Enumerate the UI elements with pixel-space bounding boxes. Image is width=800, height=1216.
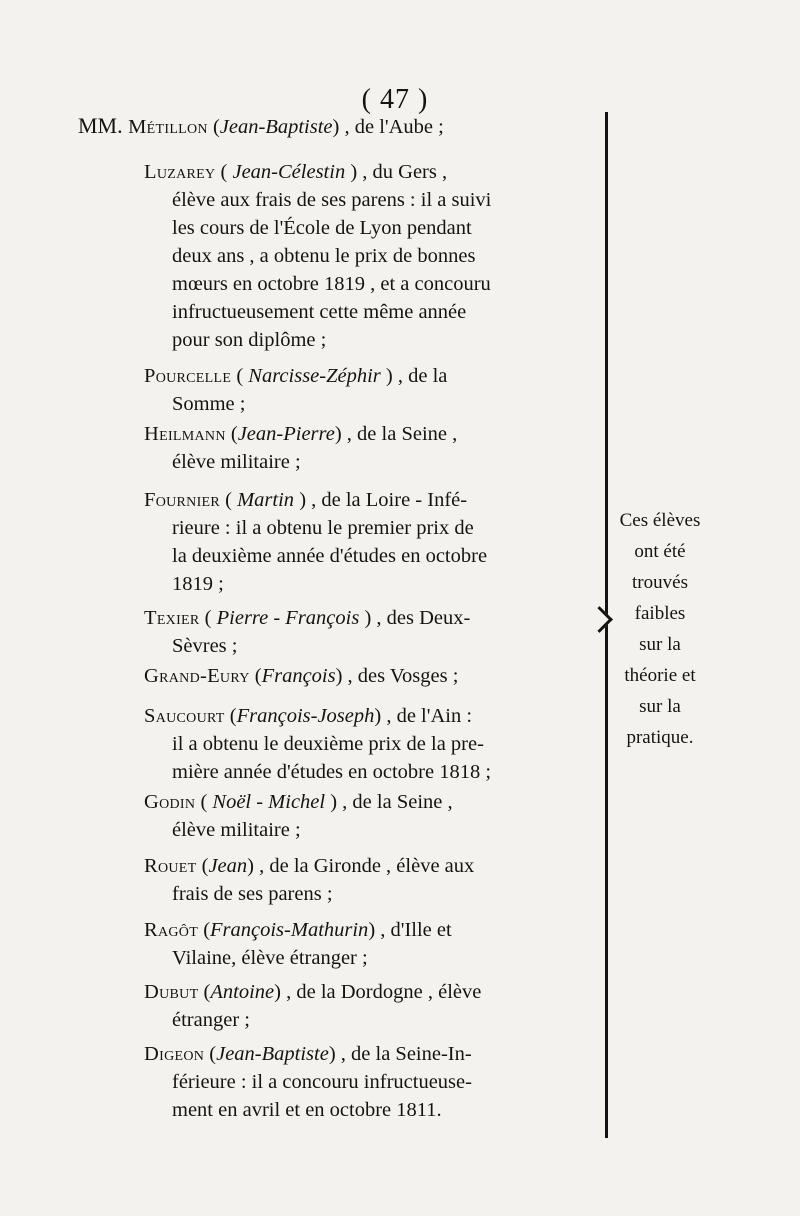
student-entry (144, 158, 491, 354)
entry-text: ment en avril et en octobre 1811. (172, 1099, 442, 1121)
entry-text: ) , des Deux- (359, 607, 471, 629)
student-given-names: Jean-Célestin (232, 161, 346, 183)
margin-note-line: sur la (639, 634, 681, 655)
entry-line (144, 604, 470, 632)
entry-text: les cours de l'École de Lyon pendant (172, 217, 472, 239)
entry-text: ) , du Gers , (345, 161, 448, 183)
entry-text: ) , de l'Aube ; (332, 116, 444, 138)
margin-note-line: trouvés (632, 572, 688, 593)
student-given-names: Pierre - François (216, 607, 360, 629)
student-entry (144, 978, 481, 1034)
entry-line (144, 758, 491, 786)
entry-text: il a obtenu le deuxième prix de la pre- (172, 733, 484, 755)
entry-line (144, 916, 452, 944)
student-given-names: Noël - Michel (212, 791, 326, 813)
entry-text: ) , de la Seine-In- (328, 1043, 472, 1065)
entry-line (144, 788, 453, 816)
entry-line (144, 362, 447, 390)
student-given-names: Jean (208, 855, 248, 877)
entry-text: ( (249, 665, 262, 687)
entry-text: ) , de la Seine , (325, 791, 453, 813)
entry-line (144, 390, 447, 418)
entry-text: ( (224, 705, 237, 727)
entry-text: ( (220, 489, 238, 511)
entry-text: ) , de la Loire - Infé- (294, 489, 468, 511)
entry-line (144, 1040, 472, 1068)
entry-text: ) , de la Gironde , élève aux (247, 855, 475, 877)
student-surname: Heilmann (144, 423, 226, 445)
entry-text: la deuxième année d'études en octobre (172, 545, 488, 567)
entry-line (144, 158, 491, 186)
entry-line (144, 816, 453, 844)
student-entry (144, 486, 487, 598)
entry-line (144, 1096, 472, 1124)
entry-line (144, 570, 487, 598)
entry-text: ( (198, 981, 211, 1003)
entry-line (144, 852, 474, 880)
entry-text: Sèvres ; (172, 635, 238, 657)
entry-line (144, 242, 491, 270)
entry-line (144, 978, 481, 1006)
entry-text: ) , de la Seine , (334, 423, 458, 445)
student-surname: Métillon (128, 116, 208, 138)
student-surname: Rouet (144, 855, 197, 877)
entry-text: ( (231, 365, 249, 387)
page-number: ( 47 ) (361, 84, 429, 115)
entry-text: infructueusement cette même année (172, 301, 467, 323)
entry-text: étranger ; (172, 1009, 250, 1031)
student-surname: Fournier (144, 489, 221, 511)
entry-text: ( (215, 161, 233, 183)
entry-text: ( (196, 855, 209, 877)
student-entry (144, 604, 470, 660)
student-surname: Pourcelle (144, 365, 232, 387)
entry-text: ) , de la Dordogne , élève (274, 981, 482, 1003)
entry-line (144, 186, 491, 214)
entry-text: pour son diplôme ; (172, 329, 327, 351)
student-entry (144, 788, 453, 844)
entry-text: ) , de la (380, 365, 448, 387)
student-entry (144, 662, 458, 690)
margin-note-line: Ces élèves (619, 510, 701, 531)
entry-line (144, 514, 487, 542)
entry-line (144, 270, 491, 298)
student-entry (144, 702, 491, 786)
entry-line (78, 112, 444, 141)
entry-text: élève aux frais de ses parens : il a suivi (172, 189, 492, 211)
entry-text: Somme ; (172, 393, 246, 415)
student-entry (144, 852, 474, 908)
margin-note-line: ont été (634, 541, 686, 562)
entry-text: élève militaire ; (172, 451, 301, 473)
entry-text: rieure : il a obtenu le premier prix de (172, 517, 474, 539)
entry-text: MM. (78, 113, 129, 138)
student-entry (144, 1040, 472, 1124)
student-given-names: Narcisse-Zéphir (248, 365, 381, 387)
student-given-names: François-Joseph (236, 705, 375, 727)
student-surname: Ragôt (144, 919, 199, 941)
entry-line (144, 542, 487, 570)
entry-line (144, 420, 457, 448)
student-given-names: Jean-Baptiste (219, 116, 333, 138)
entry-text: Vilaine, élève étranger ; (172, 947, 368, 969)
entry-text: ( (198, 919, 211, 941)
margin-note-line: théorie et (624, 665, 696, 686)
student-given-names: Jean-Pierre (237, 423, 335, 445)
margin-note-line: faibles (634, 603, 686, 624)
student-surname: Texier (144, 607, 200, 629)
entry-line (144, 214, 491, 242)
entry-text: ( (204, 1043, 217, 1065)
entry-text: ( (195, 791, 213, 813)
student-entry (144, 420, 457, 476)
student-entry (78, 112, 444, 141)
entry-line (144, 326, 491, 354)
entry-text: férieure : il a concouru infructueuse- (172, 1071, 472, 1093)
margin-note-line: pratique. (626, 727, 694, 748)
entry-text: élève militaire ; (172, 819, 301, 841)
student-surname: Luzarey (144, 161, 216, 183)
entry-line (144, 730, 491, 758)
entry-text: deux ans , a obtenu le prix de bonnes (172, 245, 476, 267)
entry-line (144, 486, 487, 514)
student-surname: Grand-Eury (144, 665, 250, 687)
entry-text: ( (199, 607, 217, 629)
entry-line (144, 448, 457, 476)
margin-note-line: sur la (639, 696, 681, 717)
entry-text: ( (225, 423, 238, 445)
entry-text: frais de ses parens ; (172, 883, 333, 905)
entry-text: ( (207, 116, 220, 138)
student-surname: Godin (144, 791, 196, 813)
entry-line (144, 298, 491, 326)
entry-line (144, 702, 491, 730)
entry-line (144, 944, 452, 972)
entry-line (144, 1006, 481, 1034)
student-given-names: Jean-Baptiste (216, 1043, 329, 1065)
entry-text: mœurs en octobre 1819 , et a concouru (172, 273, 491, 295)
student-entry (144, 916, 452, 972)
entry-text: ) , d'Ille et (368, 919, 452, 941)
student-entry (144, 362, 447, 418)
entry-text: mière année d'études en octobre 1818 ; (172, 761, 492, 783)
student-surname: Digeon (144, 1043, 205, 1065)
student-given-names: Antoine (210, 981, 275, 1003)
entry-line (144, 662, 458, 690)
margin-note (600, 505, 720, 753)
student-given-names: Martin (237, 489, 295, 511)
entry-text: ) , des Vosges ; (335, 665, 459, 687)
student-given-names: François-Mathurin (210, 919, 369, 941)
entry-text: 1819 ; (172, 573, 224, 595)
student-surname: Dubut (144, 981, 199, 1003)
student-surname: Saucourt (144, 705, 225, 727)
entry-line (144, 1068, 472, 1096)
student-given-names: François (261, 665, 336, 687)
entry-line (144, 880, 474, 908)
entry-line (144, 632, 470, 660)
entry-text: ) , de l'Ain : (374, 705, 473, 727)
